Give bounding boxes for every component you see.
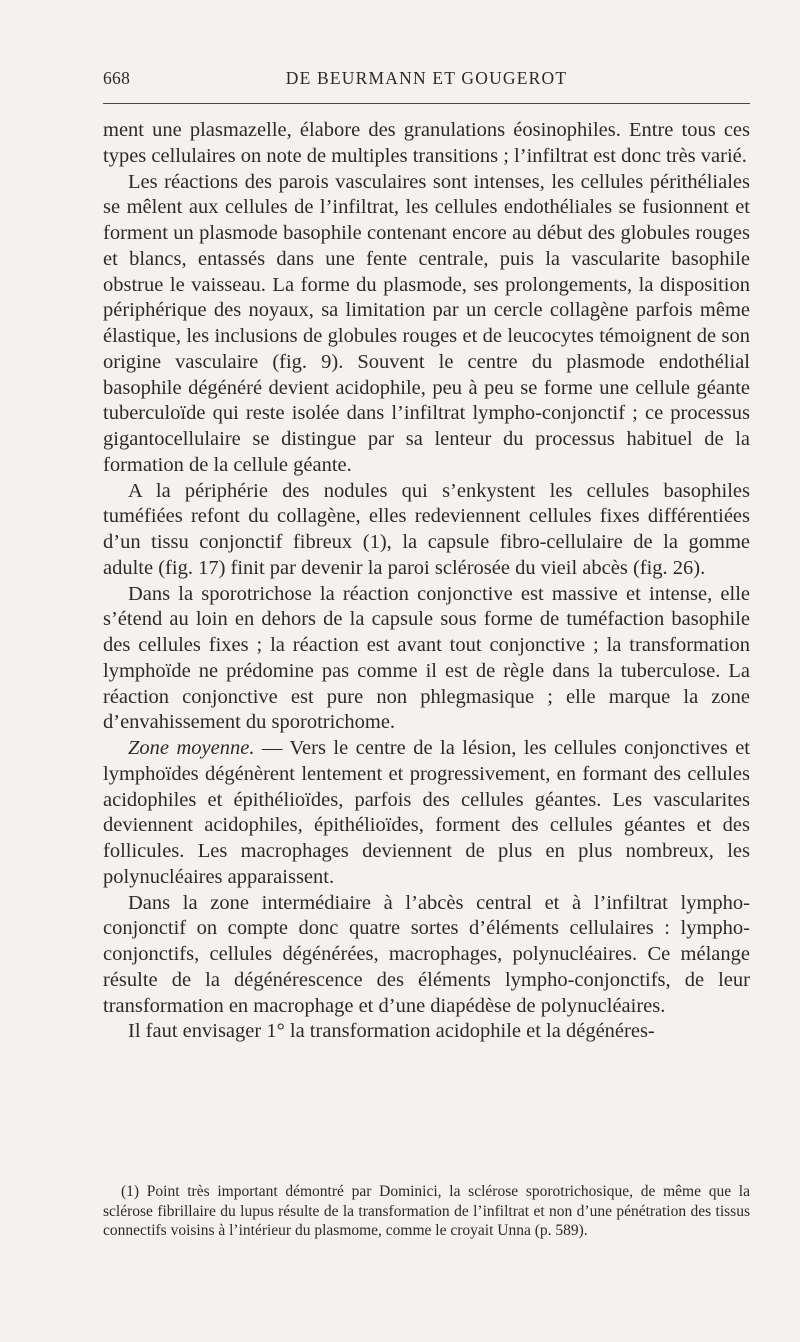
running-head: DE BEURMANN ET GOUGEROT	[285, 68, 568, 88]
paragraph-intermediate-zone: Dans la zone intermédiaire à l’abcès central et à l’infiltrat lympho-conjonctif on compte donc quatre sortes d’éléments cellulaires : lympho-conjonctifs, cellules dégénérées, macrophages, polynucléaires. Ce mélange résulte de la dégénérescence des éléments lympho-conjonctifs, de leur transformation en macrophage et d’une diapédèse de polynucléaires.	[103, 891, 750, 1017]
paragraph-zone-moyenne	[103, 736, 750, 891]
paragraph-sporotrichosis-reaction: Dans la sporotrichose la réaction conjonctive est massive et intense, elle s’étend au loin en dehors de la capsule sous forme de tuméfaction basophile des cellules fixes ; la réaction est avant tout conjonctive ; la transformation lymphoïde ne prédomine pas comme il est de règle dans la tuberculose. La réaction conjonctive est pure non phlegmasique ; elle marque la zone d’envahissement du sporotrichome.	[103, 582, 750, 734]
footnote-text: (1) Point très important démontré par Dominici, la sclérose sporotrichosique, de même que la sclérose fibrillaire du lupus résulte de la transformation de l’infiltrat et non d’une pénétration des tissus connectifs voisins à l’intérieur du plasmome, comme le croyait Unna (p. 589).	[103, 1183, 750, 1239]
paragraph-continuation: ment une plasmazelle, élabore des granulations éosinophiles. Entre tous ces types cellulaires on note de multiples transitions ; l’infiltrat est donc très varié.	[103, 119, 750, 167]
zone-moyenne-text: — Vers le centre de la lésion, les cellules conjonctives et lymphoïdes dégénèrent lentement et progressivement, en formant des cellules acidophiles et épithélioïdes, parfois des cellules géantes. Les vascularites deviennent acidophiles, épithélioïdes, forment des cellules géantes et des follicules. Les macrophages deviennent de plus en plus nombreux, les polynucléaires apparaissent.	[103, 737, 750, 888]
page-header	[103, 68, 750, 94]
header-rule	[103, 103, 750, 104]
section-heading-zone-moyenne: Zone moyenne.	[128, 737, 255, 759]
paragraph-vascular-reactions: Les réactions des parois vasculaires sont intenses, les cellules périthéliales se mêlent aux cellules de l’infiltrat, les cellules endothéliales se fusionnent et forment un plasmode basophile contenant encore au début des globules rouges et blancs, entassés dans une fente centrale, puis la vascularite basophile obstrue le vaisseau. La forme du plasmode, ses prolongements, la disposition périphérique des noyaux, sa limitation par un cercle collagène parfois même élastique, les inclusions de globules rouges et de leucocytes témoignent de son origine vasculaire (fig. 9). Souvent le centre du plasmode endothélial basophile dégénéré devient acidophile, peu à peu se forme une cellule géante tuberculoïde qui reste isolée dans l’infiltrat lympho-conjonctif ; ce processus gigantocellulaire se distingue par sa lenteur du processus habituel de la formation de la cellule géante.	[103, 170, 750, 476]
paragraph-final-line: Il faut envisager 1° la transformation acidophile et la dégénéres-	[128, 1020, 655, 1043]
paragraph-nodule-periphery: A la périphérie des nodules qui s’enkystent les cellules basophiles tuméfiées refont du collagène, elles redeviennent cellules fixes différentiées d’un tissu conjonctif fibreux (1), la capsule fibro-cellulaire de la gomme adulte (fig. 17) finit par devenir la paroi sclérosée du vieil abcès (fig. 26).	[103, 479, 750, 579]
body-text	[103, 118, 750, 1045]
footnote	[103, 1182, 750, 1241]
page-number: 668	[103, 68, 131, 88]
